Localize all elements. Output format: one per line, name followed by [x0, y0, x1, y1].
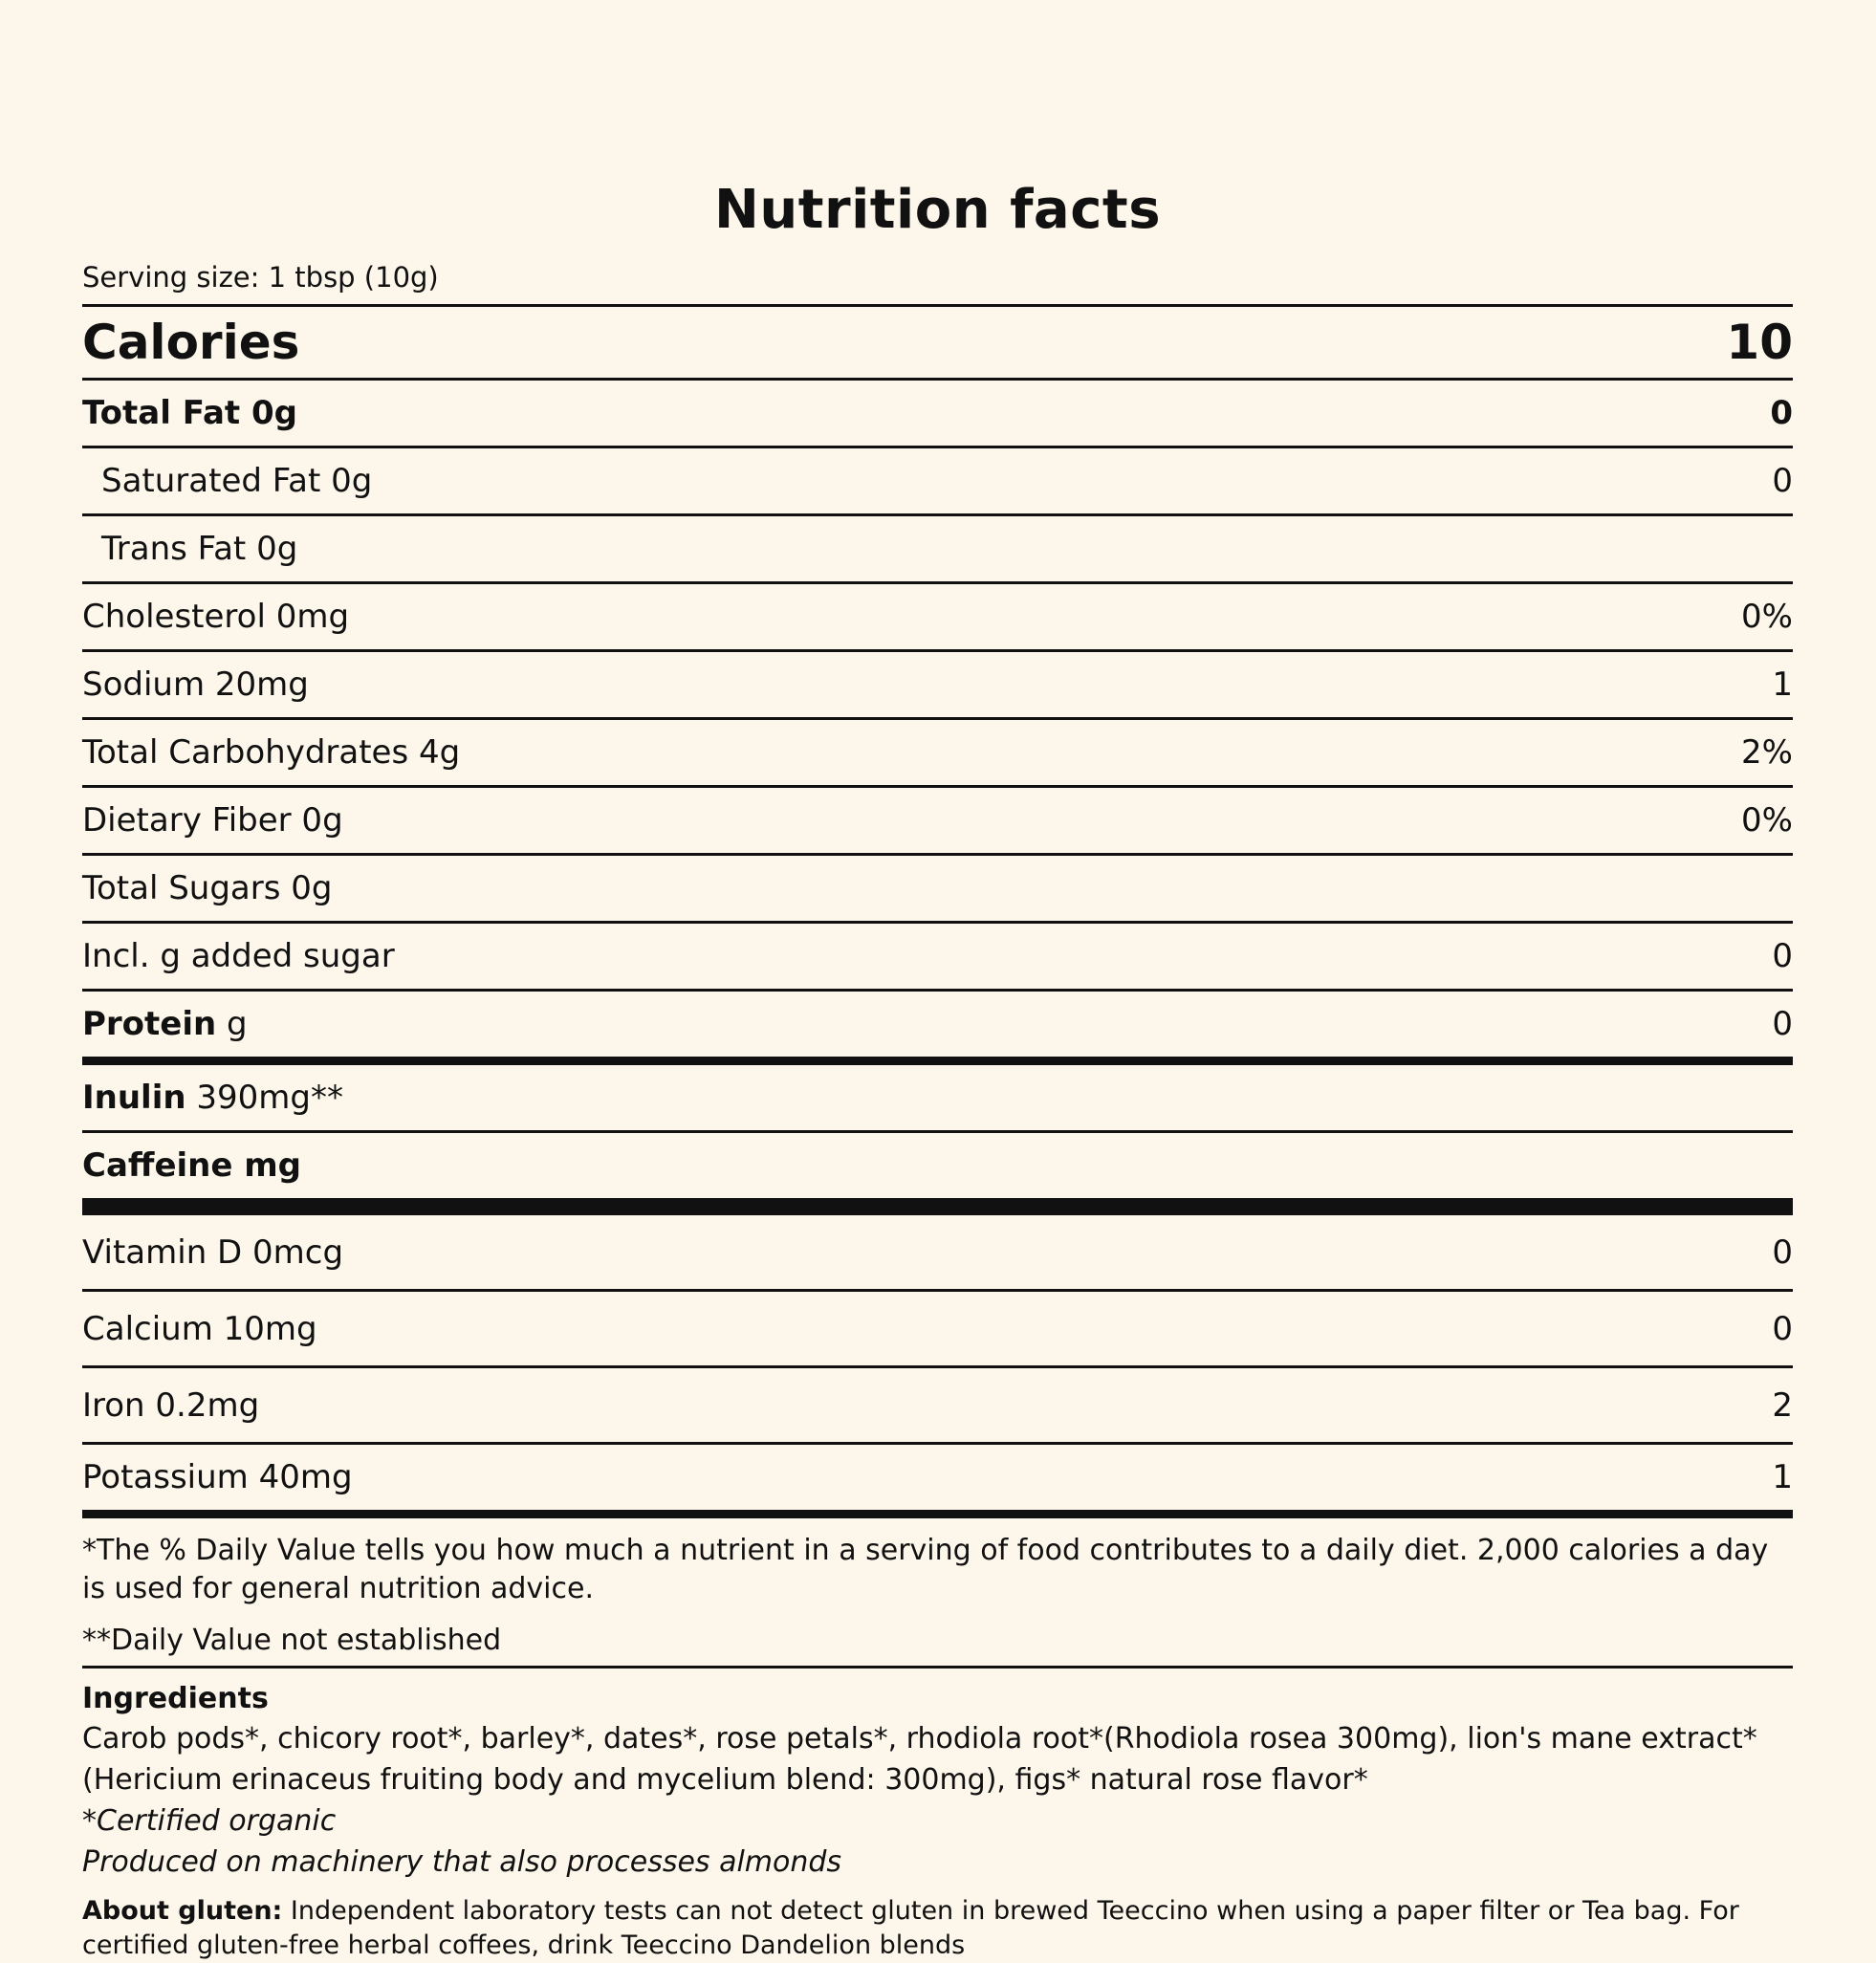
nutrient-value: 0 — [1772, 1232, 1793, 1272]
calories-value: 10 — [1726, 315, 1793, 370]
nutrient-row-protein — [82, 989, 1793, 1057]
ingredients-section — [82, 1666, 1793, 1963]
nutrient-value: 0% — [1741, 598, 1793, 636]
nutrient-row-saturated-fat — [82, 446, 1793, 513]
nutrient-row-trans-fat — [82, 513, 1793, 581]
allergen-note: Produced on machinery that also processes almonds — [82, 1845, 842, 1879]
nutrient-label: Caffeine mg — [82, 1146, 302, 1185]
serving-size: Serving size: 1 tbsp (10g) — [82, 261, 439, 294]
nutrient-row-calcium — [82, 1289, 1793, 1365]
nutrient-value: 0 — [1770, 394, 1793, 432]
nutrient-value: 1 — [1772, 665, 1793, 704]
nutrient-value: 2 — [1772, 1385, 1793, 1425]
footnotes — [82, 1510, 1793, 1660]
nutrient-value: 0 — [1772, 937, 1793, 975]
nutrient-row-vitamin-d — [82, 1198, 1793, 1289]
nutrient-label — [82, 1005, 248, 1043]
nutrient-row-iron — [82, 1365, 1793, 1442]
nutrient-label: Incl. g added sugar — [82, 937, 395, 975]
nutrient-label: Iron 0.2mg — [82, 1385, 260, 1425]
nutrient-value: 0 — [1772, 1309, 1793, 1348]
nutrient-label: Cholesterol 0mg — [82, 598, 350, 636]
page-title: Nutrition facts — [713, 179, 1162, 241]
ingredients-title: Ingredients — [82, 1682, 269, 1715]
footnote-daily-value: *The % Daily Value tells you how much a nutrient in a serving of food contributes to a daily diet. 2,000 calories a day is used for general nutrition advice. — [82, 1534, 1769, 1605]
nutrient-row-sodium — [82, 649, 1793, 717]
nutrient-value: 1 — [1772, 1458, 1793, 1496]
nutrient-value: 0 — [1772, 462, 1793, 500]
calories-label: Calories — [82, 315, 300, 370]
nutrient-label: Sodium 20mg — [82, 665, 309, 704]
footnote-not-established: **Daily Value not established — [82, 1624, 502, 1657]
nutrient-label: Potassium 40mg — [82, 1458, 353, 1496]
nutrient-row-dietary-fiber — [82, 785, 1793, 853]
nutrient-row-total-fat — [82, 378, 1793, 446]
certified-organic-note: *Certified organic — [82, 1804, 337, 1838]
nutrient-value: 0 — [1772, 1005, 1793, 1043]
ingredients-list: Carob pods*, chicory root*, barley*, dates*, rose petals*, rhodiola root*(Rhodiola rosea 300mg), lion's mane extract* (Hericium erinaceus fruiting body and mycelium blend: 300mg), figs* natural rose flavor* — [82, 1722, 1757, 1797]
gluten-note — [82, 1894, 1793, 1963]
nutrient-row-inulin — [82, 1057, 1793, 1130]
nutrient-row-potassium — [82, 1442, 1793, 1510]
nutrient-row-total-sugars — [82, 853, 1793, 921]
nutrient-value: 0% — [1741, 801, 1793, 840]
nutrient-row-caffeine — [82, 1130, 1793, 1198]
gluten-label: About gluten: — [82, 1896, 283, 1926]
nutrient-label: Vitamin D 0mcg — [82, 1232, 344, 1272]
nutrient-label-bold: Inulin — [82, 1079, 186, 1117]
nutrient-label: Trans Fat 0g — [101, 530, 298, 568]
calories-row — [82, 304, 1793, 378]
nutrient-label-bold: Protein — [82, 1005, 217, 1043]
nutrient-label: Total Fat 0g — [82, 394, 297, 432]
nutrient-value: 2% — [1741, 733, 1793, 772]
nutrient-row-total-carbohydrates — [82, 717, 1793, 785]
nutrient-label — [82, 1079, 343, 1117]
nutrient-label: Saturated Fat 0g — [101, 462, 373, 500]
nutrient-row-cholesterol — [82, 581, 1793, 649]
nutrition-panel — [82, 172, 1793, 1963]
nutrient-label: Dietary Fiber 0g — [82, 801, 343, 840]
nutrient-label-rest: 390mg** — [185, 1079, 343, 1117]
nutrient-label: Calcium 10mg — [82, 1309, 317, 1348]
gluten-text: Independent laboratory tests can not detect gluten in brewed Teeccino when using a paper filter or Tea bag. For certified gluten-free herbal coffees, drink Teeccino Dandelion blends — [82, 1896, 1739, 1960]
nutrient-label: Total Carbohydrates 4g — [82, 733, 461, 772]
nutrient-label-rest: g — [216, 1005, 248, 1043]
nutrient-label: Total Sugars 0g — [82, 869, 333, 907]
nutrient-row-added-sugar — [82, 921, 1793, 989]
